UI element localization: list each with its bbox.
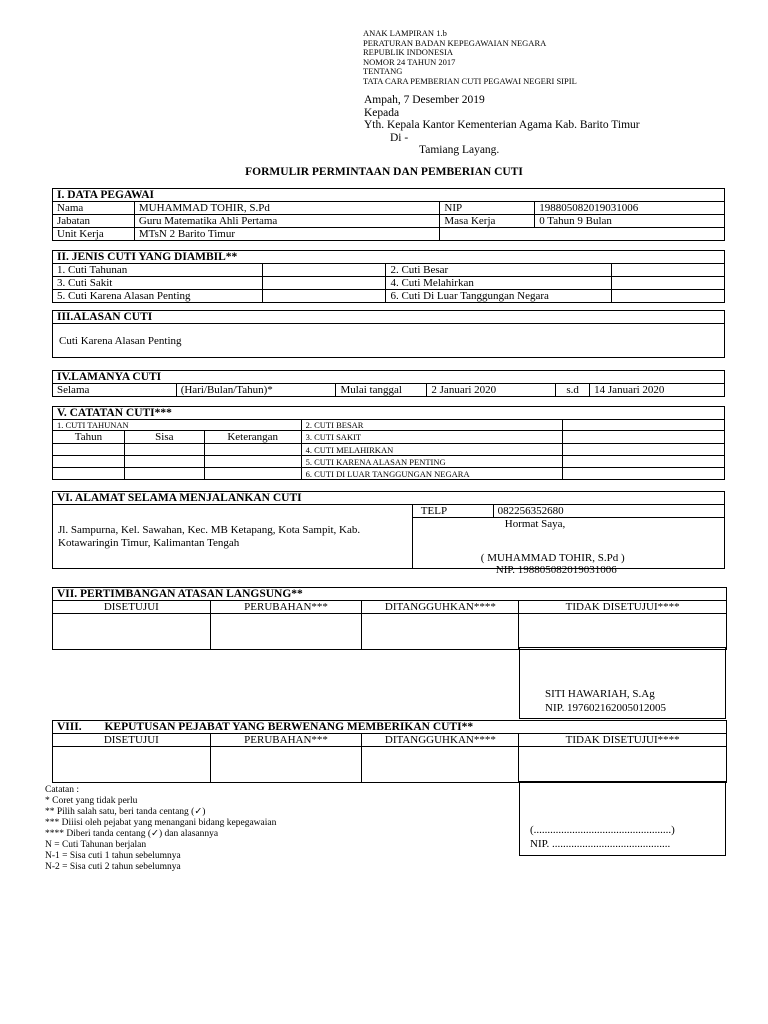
header-line: NOMOR 24 TAHUN 2017 [363,56,456,67]
note-line: N-2 = Sisa cuti 2 tahun sebelumnya [45,862,181,872]
note-line: N = Cuti Tahunan berjalan [45,840,147,850]
header-line: TATA CARA PEMBERIAN CUTI PEGAWAI NEGERI SIPIL [363,75,577,86]
col-keterangan: Keterangan [204,431,301,444]
place-date: Ampah, 7 Desember 2019 [364,94,485,106]
kepada-label: Kepada [364,106,400,119]
masa-kerja-value: 0 Tahun 9 Bulan [535,215,725,228]
header-attachment [363,29,577,86]
nama-value: MUHAMMAD TOHIR, S.Pd [134,202,439,215]
decision-cell[interactable] [362,614,519,650]
annual-leave-cell [124,468,204,480]
leave-note-item: 3. CUTI SAKIT [301,431,563,444]
leave-note-value [563,431,725,444]
leave-type-item: 2. Cuti Besar [386,264,612,277]
section-heading: I. DATA PEGAWAI [53,189,725,202]
note-line: Catatan : [45,785,80,795]
address-line: Kotawaringin Timur, Kalimantan Tengah [58,536,240,549]
jabatan-value: Guru Matematika Ahli Pertama [134,215,439,228]
reason-text: Cuti Karena Alasan Penting [53,324,725,358]
decision-cell[interactable] [362,747,519,783]
col-disetujui: DISETUJUI [53,734,211,747]
section-jenis-cuti [52,250,725,303]
decision-cell[interactable] [53,614,211,650]
leave-note-value [563,420,725,431]
section-lamanya-cuti [52,370,725,397]
mulai-label: Mulai tanggal [336,384,427,397]
telp-value: 082256352680 [493,505,724,518]
di-label: Di - [390,131,409,144]
nama-label: Nama [53,202,135,215]
supervisor-signature-box [519,647,726,719]
unit-kerja-value: MTsN 2 Barito Timur [134,228,439,241]
duration-unit: (Hari/Bulan/Tahun)* [176,384,336,397]
annual-leave-cell [53,456,125,468]
leave-type-item: 4. Cuti Melahirkan [386,277,612,290]
sd-label: s.d [556,384,590,397]
note-line: *** Diiisi oleh pejabat yang menangani bidang kepegawaian [45,818,277,828]
leave-type-item: 1. Cuti Tahunan [53,264,263,277]
address-line: Jl. Sampurna, Kel. Sawahan, Kec. MB Ketapang, Kota Sampit, Kab. [58,523,361,536]
leave-type-check[interactable] [612,290,725,303]
leave-type-item: 5. Cuti Karena Alasan Penting [53,290,263,303]
decision-cell[interactable] [210,614,362,650]
end-date: 14 Januari 2020 [590,384,725,397]
section-pertimbangan-atasan [52,587,727,650]
col-tahun: Tahun [53,431,125,444]
section-title: KEPUTUSAN PEJABAT YANG BERWENANG MEMBERIKAN CUTI** [104,721,474,733]
official-nip-placeholder: NIP. ........................................... [530,838,671,850]
official-signature-box [519,781,726,856]
addressee: Yth. Kepala Kantor Kementerian Agama Kab. Barito Timur [364,119,640,131]
col-perubahan: PERUBAHAN*** [210,734,362,747]
applicant-nip: NIP. 198805082019031006 [495,564,617,576]
leave-type-check[interactable] [262,277,386,290]
section-keputusan-pejabat [52,720,727,783]
form-title: FORMULIR PERMINTAAN DAN PEMBERIAN CUTI [245,166,523,178]
addressee-city: Tamiang Layang. [419,144,500,156]
jabatan-label: Jabatan [53,215,135,228]
col-perubahan: PERUBAHAN*** [210,601,362,614]
section-heading: II. JENIS CUTI YANG DIAMBIL** [53,251,725,264]
leave-note-item: 6. CUTI DI LUAR TANGGUNGAN NEGARA [301,468,563,480]
col-tidak-disetujui: TIDAK DISETUJUI**** [519,601,727,614]
leave-note-item: 4. CUTI MELAHIRKAN [301,444,563,456]
col-disetujui: DISETUJUI [53,601,211,614]
header-line: ANAK LAMPIRAN 1.b [363,28,447,38]
section-data-pegawai [52,188,725,241]
annual-leave-cell [204,444,301,456]
hormat-saya: Hormat Saya, [504,518,566,530]
leave-note-item: 2. CUTI BESAR [301,420,563,431]
header-line: REPUBLIK INDONESIA [363,47,453,57]
supervisor-nip: NIP. 197602162005012005 [545,702,667,714]
leave-address [53,505,413,569]
leave-note-item: 5. CUTI KARENA ALASAN PENTING [301,456,563,468]
decision-cell[interactable] [519,747,727,783]
section-catatan-cuti [52,406,725,480]
leave-note-value [563,468,725,480]
leave-type-item: 3. Cuti Sakit [53,277,263,290]
section-heading: VII. PERTIMBANGAN ATASAN LANGSUNG** [53,588,727,601]
section-heading: VI. ALAMAT SELAMA MENJALANKAN CUTI [53,492,725,505]
annual-leave-cell [204,456,301,468]
applicant-signature [412,518,724,576]
header-line: PERATURAN BADAN KEPEGAWAIAN NEGARA [363,37,547,48]
decision-cell[interactable] [519,614,727,650]
annual-leave-cell [124,456,204,468]
masa-kerja-label: Masa Kerja [440,215,535,228]
official-name-placeholder: (..................................................) [530,824,675,836]
note-line: N-1 = Sisa cuti 1 tahun sebelumnya [45,851,181,861]
leave-note-value [563,456,725,468]
leave-type-check[interactable] [612,277,725,290]
col-sisa: Sisa [124,431,204,444]
section-heading [53,721,727,734]
leave-type-check[interactable] [262,264,386,277]
decision-cell[interactable] [53,747,211,783]
start-date: 2 Januari 2020 [427,384,556,397]
applicant-name: ( MUHAMMAD TOHIR, S.Pd ) [480,552,625,564]
annual-leave-cell [204,468,301,480]
annual-leave-title: 1. CUTI TAHUNAN [53,420,302,431]
section-alasan-cuti [52,310,725,358]
leave-type-item: 6. Cuti Di Luar Tanggungan Negara [386,290,612,303]
nip-value: 198805082019031006 [535,202,725,215]
col-ditangguhkan: DITANGGUHKAN**** [362,734,519,747]
section-heading: IV.LAMANYA CUTI [53,371,725,384]
note-line: **** Diberi tanda centang (✓) dan alasannya [45,829,219,839]
leave-type-check[interactable] [612,264,725,277]
section-alamat-cuti [52,491,725,576]
addressee-block [364,95,640,158]
selama-label: Selama [53,384,177,397]
annual-leave-cell [124,444,204,456]
section-number: VIII. [57,721,82,733]
annual-leave-cell [53,444,125,456]
section-heading: III.ALASAN CUTI [53,311,725,324]
leave-note-value [563,444,725,456]
telp-label: TELP [412,505,493,518]
annual-leave-cell [53,468,125,480]
col-tidak-disetujui: TIDAK DISETUJUI**** [519,734,727,747]
leave-type-check[interactable] [262,290,386,303]
notes-block [45,786,276,874]
unit-kerja-label: Unit Kerja [53,228,135,241]
section-heading: V. CATATAN CUTI*** [53,407,725,420]
supervisor-name: SITI HAWARIAH, S.Ag [545,688,655,700]
nip-label: NIP [440,202,535,215]
note-line: ** Pilih salah satu, beri tanda centang (✓) [45,807,206,817]
note-line: * Coret yang tidak perlu [45,796,138,806]
header-line: TENTANG [363,66,403,76]
empty-cell [440,228,725,241]
col-ditangguhkan: DITANGGUHKAN**** [362,601,519,614]
decision-cell[interactable] [210,747,362,783]
